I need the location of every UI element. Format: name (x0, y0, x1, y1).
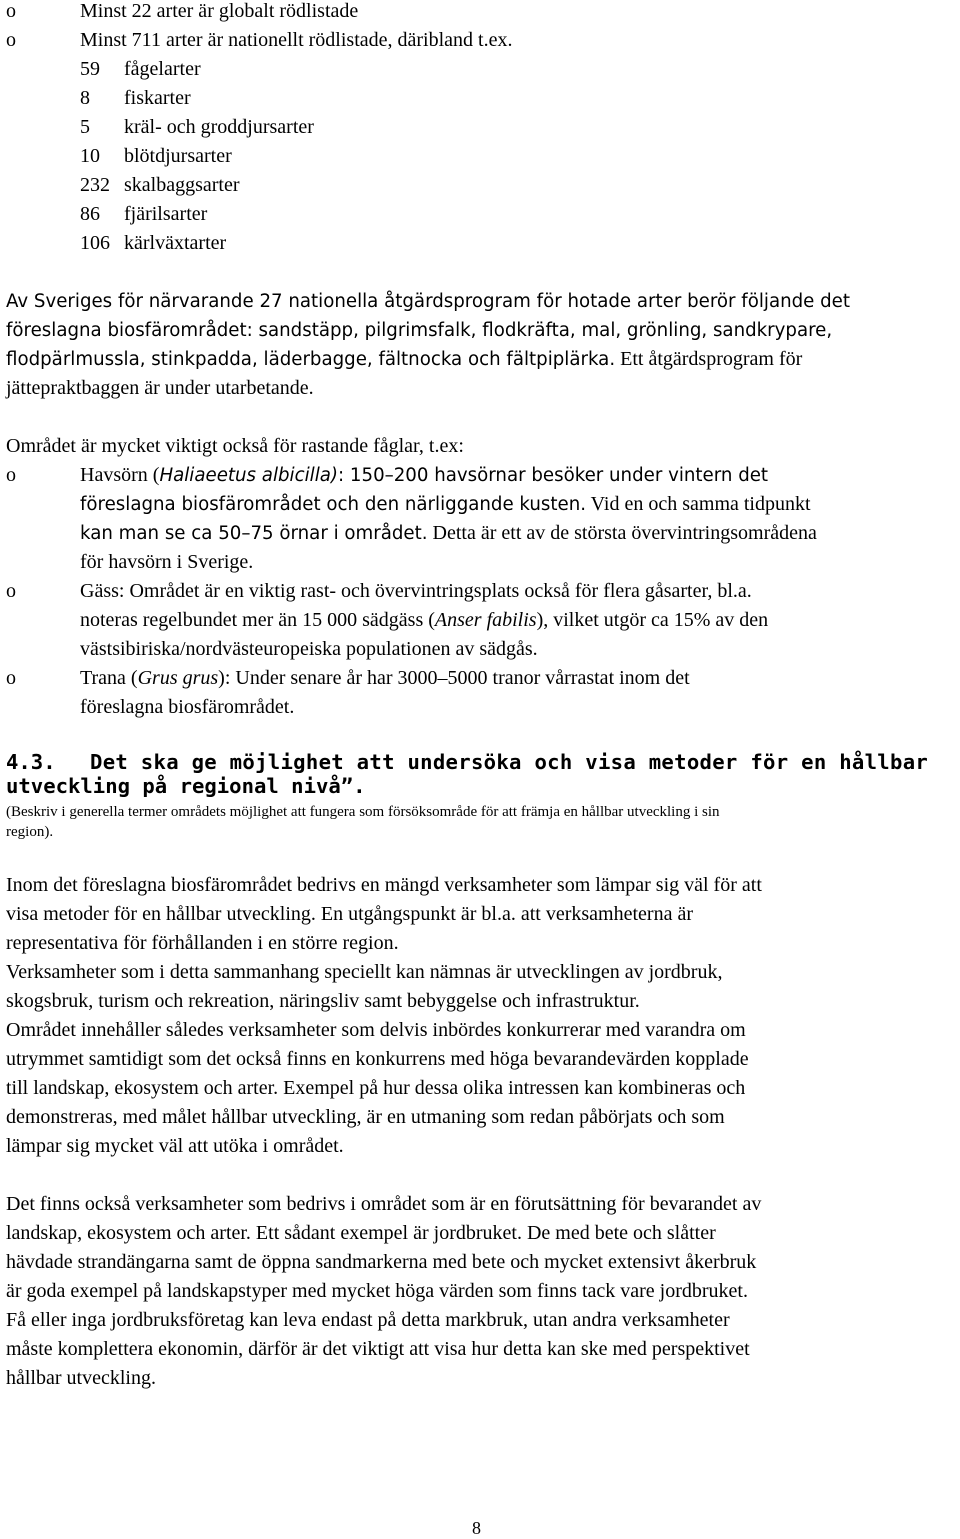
paragraph-line: landskap, ekosystem och arter. Ett sådant exempel är jordbruket. De med bete och slåtter (6, 1222, 716, 1244)
paragraph-line: flodpärlmussla, stinkpadda, läderbagge, fältnocka och fältpiplärka. Ett åtgärdsprogram för (6, 348, 803, 370)
list-item: 5 kräl- och groddjursarter (80, 116, 314, 138)
bullet-text: Minst 22 arter är globalt rödlistade (80, 0, 359, 22)
paragraph-line: är goda exempel på landskapstyper med mycket höga värden som finns tack vare jordbruket. (6, 1280, 748, 1302)
bullet-marker: o (6, 580, 16, 602)
list-item: 86 fjärilsarter (80, 203, 208, 225)
section-note: region). (6, 824, 54, 840)
paragraph-line: föreslagna biosfärområdet: sandstäpp, pilgrimsfalk, flodkräfta, mal, grönling, sandkrypare, (6, 320, 833, 341)
paragraph-line: Inom det föreslagna biosfärområdet bedrivs en mängd verksamheter som lämpar sig väl för att (6, 874, 762, 896)
paragraph-line: utrymmet samtidigt som det också finns en konkurrens med höga bevarandevärden kopplade (6, 1048, 749, 1070)
paragraph-line: Få eller inga jordbruksföretag kan leva endast på detta markbruk, utan andra verksamheter (6, 1309, 730, 1331)
paragraph-line: skogsbruk, turism och rekreation, näringsliv samt bebyggelse och infrastruktur. (6, 990, 640, 1012)
paragraph-line: Av Sveriges för närvarande 27 nationella åtgärdsprogram för hotade arter berör följande det (6, 291, 850, 312)
bullet-text: kan man se ca 50–75 örnar i området. Detta är ett av de största övervintringsområdena (80, 522, 817, 544)
bullet-text: för havsörn i Sverige. (80, 551, 254, 573)
bullet-text: noteras regelbundet mer än 15 000 sädgäss (Anser fabilis), vilket utgör ca 15% av den (80, 609, 769, 631)
paragraph-line: representativa för förhållanden i en större region. (6, 932, 399, 954)
list-item: 10 blötdjursarter (80, 145, 232, 167)
section-note: (Beskriv i generella termer områdets möjlighet att fungera som försöksområde för att främja en hållbar utveckling i sin (6, 804, 720, 820)
section-title: utveckling på regional nivå”. (6, 774, 366, 798)
bullet-text: föreslagna biosfärområdet. (80, 696, 295, 718)
paragraph-line: hävdade strandängarna samt de öppna sandmarkerna med bete och mycket extensivt åkerbruk (6, 1251, 757, 1273)
paragraph-line: jättepraktbaggen är under utarbetande. (6, 377, 314, 399)
list-item: 59 fågelarter (80, 58, 201, 80)
list-item: 106 kärlväxtarter (80, 232, 227, 254)
bullet-text: västsibiriska/nordvästeuropeiska populationen av sädgås. (80, 638, 538, 660)
bullet-marker: o (6, 667, 16, 689)
paragraph-line: hållbar utveckling. (6, 1367, 156, 1389)
bullet-text: föreslagna biosfärområdet och den närliggande kusten. Vid en och samma tidpunkt (80, 493, 811, 515)
section-title: Det ska ge möjlighet att undersöka och visa metoder för en hållbar (90, 750, 929, 774)
bullet-text: Trana (Grus grus): Under senare år har 3000–5000 tranor vårrastat inom det (80, 667, 690, 689)
page-number: 8 (472, 1518, 481, 1538)
list-item: 8 fiskarter (80, 87, 191, 109)
bullet-text: Gäss: Området är en viktig rast- och övervintringsplats också för flera gåsarter, bl.a. (80, 580, 752, 602)
paragraph-line: lämpar sig mycket väl att utöka i området. (6, 1135, 344, 1157)
list-item: 232 skalbaggsarter (80, 174, 240, 196)
bullet-marker: o (6, 29, 16, 51)
paragraph-line: Det finns också verksamheter som bedrivs i området som är en förutsättning för bevarandet av (6, 1193, 762, 1215)
paragraph-line: Området innehåller således verksamheter som delvis inbördes konkurrerar med varandra om (6, 1019, 746, 1041)
bullet-text: Havsörn (Haliaeetus albicilla): 150–200 havsörnar besöker under vintern det (80, 464, 769, 486)
bullet-marker: o (6, 464, 16, 486)
paragraph-line: visa metoder för en hållbar utveckling. En utgångspunkt är bl.a. att verksamheterna är (6, 903, 693, 925)
paragraph-line: demonstreras, med målet hållbar utveckling, är en utmaning som redan påbörjats och som (6, 1106, 725, 1128)
paragraph-line: till landskap, ekosystem och arter. Exempel på hur dessa olika intressen kan kombineras och (6, 1077, 746, 1099)
section-number: 4.3. (6, 750, 56, 774)
paragraph-line: måste komplettera ekonomin, därför är det viktigt att visa hur detta kan ske med perspektivet (6, 1338, 750, 1360)
paragraph-line: Verksamheter som i detta sammanhang speciellt kan nämnas är utvecklingen av jordbruk, (6, 961, 723, 983)
bullet-text: Minst 711 arter är nationellt rödlistade, däribland t.ex. (80, 29, 513, 51)
bullet-marker: o (6, 0, 16, 22)
paragraph-line: Området är mycket viktigt också för rastande fåglar, t.ex: (6, 435, 464, 457)
